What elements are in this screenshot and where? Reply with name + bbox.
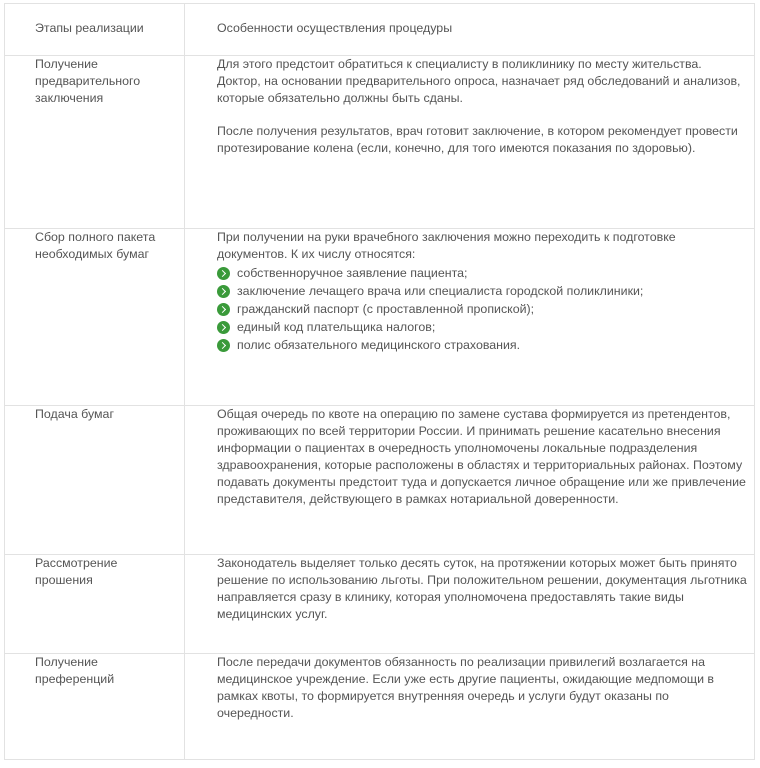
stage-label: Получение преференций: [35, 655, 115, 686]
header-cell-features: [185, 4, 755, 56]
stage-cell: [5, 56, 185, 229]
stage-cell: [5, 654, 185, 760]
green-check-circle-icon: [217, 285, 230, 298]
list-item: [217, 265, 748, 282]
stage-cell: [5, 555, 185, 654]
header-cell-stages: [5, 4, 185, 56]
list-item: [217, 319, 748, 336]
list-item: [217, 337, 748, 354]
stage-label: Сбор полного пакета необходимых бумаг: [35, 230, 156, 261]
stage-cell: [5, 406, 185, 555]
table-row: [5, 654, 755, 760]
description-cell: [185, 555, 755, 654]
table-row: [5, 555, 755, 654]
list-item: [217, 301, 748, 318]
description-paragraph: При получении на руки врачебного заключения можно переходить к подготовке документов. К их числу относятся:: [217, 230, 676, 261]
stage-label: Рассмотрение прошения: [35, 556, 118, 587]
description-paragraph: После передачи документов обязанность по реализации привилегий возлагается на медицинское учреждение. Если уже есть другие пациенты, ожидающие медпомощи в рамках квоты, то формируется внутренняя очередь и услуги будут оказаны по очередности.: [217, 655, 715, 720]
stage-label: Получение предварительного заключения: [35, 57, 141, 105]
documents-list: [217, 265, 748, 354]
list-item: [217, 283, 748, 300]
description-paragraph: Для этого предстоит обратиться к специалисту в поликлинику по месту жительства. Доктор, на основании предварительного опроса, назначает ряд обследований и анализов, которые обязательно должны быть сданы.: [217, 57, 741, 105]
description-paragraph: Общая очередь по квоте на операцию по замене сустава формируется из претендентов, проживающих по всей территории России. И принимать решение касательно внесения информации о пациентах в очередность уполномочены локальные подразделения здравоохранения, которые расположены в областях и территориальных районах. Поэтому подавать документы предстоит туда и допускается личное обращение или же привлечение представителя, действующего в рамках нотариальной доверенности.: [217, 407, 746, 506]
table-header-row: [5, 4, 755, 56]
procedure-table-wrapper: [4, 3, 755, 760]
header-stages-label: Этапы реализации: [35, 21, 144, 35]
green-check-circle-icon: [217, 267, 230, 280]
description-cell: [185, 406, 755, 555]
list-item-text: единый код плательщика налогов;: [237, 320, 436, 334]
green-check-circle-icon: [217, 321, 230, 334]
description-paragraph: После получения результатов, врач готовит заключение, в котором рекомендует провести протезирование колена (если, конечно, для того имеются показания по здоровью).: [217, 124, 738, 155]
header-features-label: Особенности осуществления процедуры: [217, 21, 453, 35]
description-paragraph: Законодатель выделяет только десять суток, на протяжении которых может быть принято решение по использованию льготы. При положительном решении, документация льготника направляется сразу в клинику, которая уполномочена предоставлять такие виды медицинских услуг.: [217, 556, 747, 621]
stage-label: Подача бумаг: [35, 407, 114, 421]
table-row: [5, 229, 755, 406]
description-cell: [185, 654, 755, 760]
list-item-text: заключение лечащего врача или специалиста городской поликлиники;: [237, 284, 644, 298]
table-row: [5, 406, 755, 555]
green-check-circle-icon: [217, 339, 230, 352]
procedure-steps-table: [4, 3, 755, 760]
list-item-text: собственноручное заявление пациента;: [237, 266, 468, 280]
description-cell: [185, 229, 755, 406]
description-cell: [185, 56, 755, 229]
list-item-text: гражданский паспорт (с проставленной пропиской);: [237, 302, 535, 316]
list-item-text: полис обязательного медицинского страхования.: [237, 338, 521, 352]
table-row: [5, 56, 755, 229]
stage-cell: [5, 229, 185, 406]
green-check-circle-icon: [217, 303, 230, 316]
